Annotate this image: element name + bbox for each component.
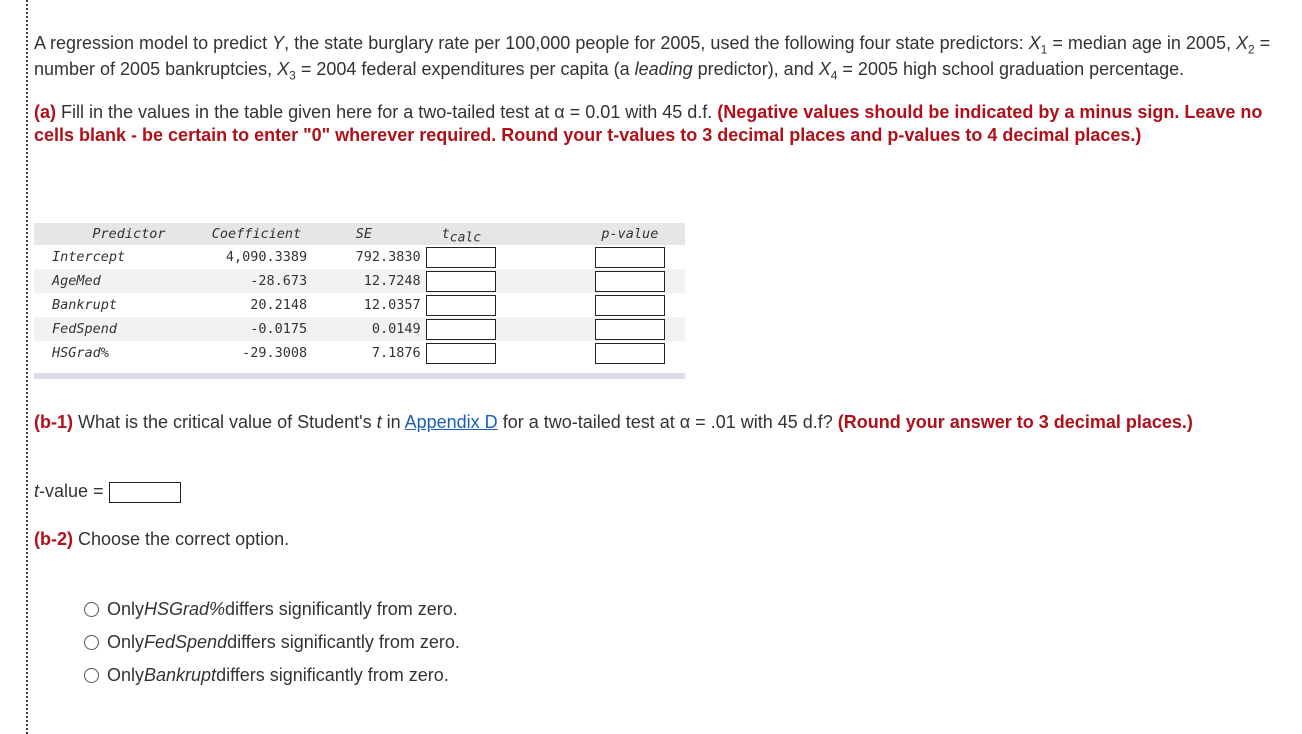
tvalue-label: -value = bbox=[39, 481, 104, 501]
tcalc-input-hsgrad[interactable] bbox=[426, 343, 496, 364]
table-row bbox=[34, 269, 685, 293]
radio-button[interactable] bbox=[84, 635, 99, 650]
pvalue-input-agemed[interactable] bbox=[595, 271, 665, 292]
part-a-prompt: (a) Fill in the values in the table given here for a two-tailed test at α = 0.01 with 45 d.f. (Negative values should be indicated by a minus sign. Leave no cells blank - be certain to enter "0" wherever required. Round your t-values to 3 decimal places and p-values to 4 decimal places.) bbox=[34, 102, 1263, 145]
table-row bbox=[34, 293, 685, 317]
se-cell: 12.0357 bbox=[363, 297, 421, 313]
header-predictor: Predictor bbox=[34, 223, 206, 245]
header-coefficient: Coefficient bbox=[206, 223, 307, 245]
dotted-border bbox=[26, 0, 28, 734]
se-cell: 792.3830 bbox=[355, 249, 421, 265]
predictor-cell: AgeMed bbox=[34, 269, 206, 293]
coefficient-cell: -29.3008 bbox=[242, 345, 308, 361]
header-pvalue: p-value bbox=[589, 223, 671, 245]
pvalue-input-intercept[interactable] bbox=[595, 247, 665, 268]
tcalc-input-intercept[interactable] bbox=[426, 247, 496, 268]
table-row bbox=[34, 341, 685, 365]
option-hsgrad[interactable]: Only HSGrad% differs significantly from zero. bbox=[84, 593, 460, 626]
predictor-cell: Intercept bbox=[52, 249, 126, 265]
se-cell: 12.7248 bbox=[307, 269, 420, 293]
tvalue-row: t-value = bbox=[34, 481, 181, 503]
pvalue-input-bankrupt[interactable] bbox=[595, 295, 665, 316]
radio-button[interactable] bbox=[84, 602, 99, 617]
se-cell: 0.0149 bbox=[307, 317, 420, 341]
intro-paragraph: A regression model to predict Y, the state burglary rate per 100,000 people for 2005, used the following four state predictors: $X_1$ = median age in 2005, $X_2$ = number of 2005 bankruptcies, $X_3 = 2004$ federal expenditures per capita (a leading predictor), and $X_4 = 2005$ high school graduation percentage. bbox=[34, 33, 1271, 83]
part-b1-prompt: (b-1) What is the critical value of Student's t in Appendix D for a two-tailed test at α = .01 with 45 d.f? (Round your answer to 3 decimal places.) bbox=[34, 412, 1193, 432]
header-se: SE bbox=[307, 223, 420, 245]
table-row bbox=[34, 317, 685, 341]
predictor-cell: HSGrad% bbox=[52, 345, 109, 361]
option-bankrupt[interactable]: Only Bankrupt differs significantly from zero. bbox=[84, 659, 460, 692]
table-bottom-bar bbox=[34, 373, 685, 379]
appendix-d-link[interactable]: Appendix D bbox=[404, 412, 498, 432]
pvalue-input-hsgrad[interactable] bbox=[595, 343, 665, 364]
table-row bbox=[34, 245, 685, 269]
pvalue-input-fedspend[interactable] bbox=[595, 319, 665, 340]
option-fedspend[interactable]: Only FedSpend differs significantly from zero. bbox=[84, 626, 460, 659]
predictor-cell: FedSpend bbox=[34, 317, 206, 341]
coefficient-cell: 20.2148 bbox=[250, 297, 308, 313]
tcalc-input-agemed[interactable] bbox=[426, 271, 496, 292]
tcalc-input-fedspend[interactable] bbox=[426, 319, 496, 340]
coefficient-cell: -0.0175 bbox=[206, 317, 307, 341]
se-cell: 7.1876 bbox=[371, 345, 421, 361]
header-tcalc: $t_{calc}$ bbox=[421, 223, 503, 245]
coefficient-cell: -28.673 bbox=[206, 269, 307, 293]
predictor-cell: Bankrupt bbox=[52, 297, 118, 313]
radio-button[interactable] bbox=[84, 668, 99, 683]
question-content bbox=[34, 30, 1274, 685]
part-b2-prompt: (b-2) Choose the correct option. bbox=[34, 529, 290, 549]
answer-options bbox=[84, 593, 460, 692]
coefficient-cell: 4,090.3389 bbox=[225, 249, 308, 265]
table-header-row bbox=[34, 223, 685, 245]
regression-table bbox=[34, 223, 685, 379]
tcalc-input-bankrupt[interactable] bbox=[426, 295, 496, 316]
tvalue-input[interactable] bbox=[109, 482, 181, 503]
